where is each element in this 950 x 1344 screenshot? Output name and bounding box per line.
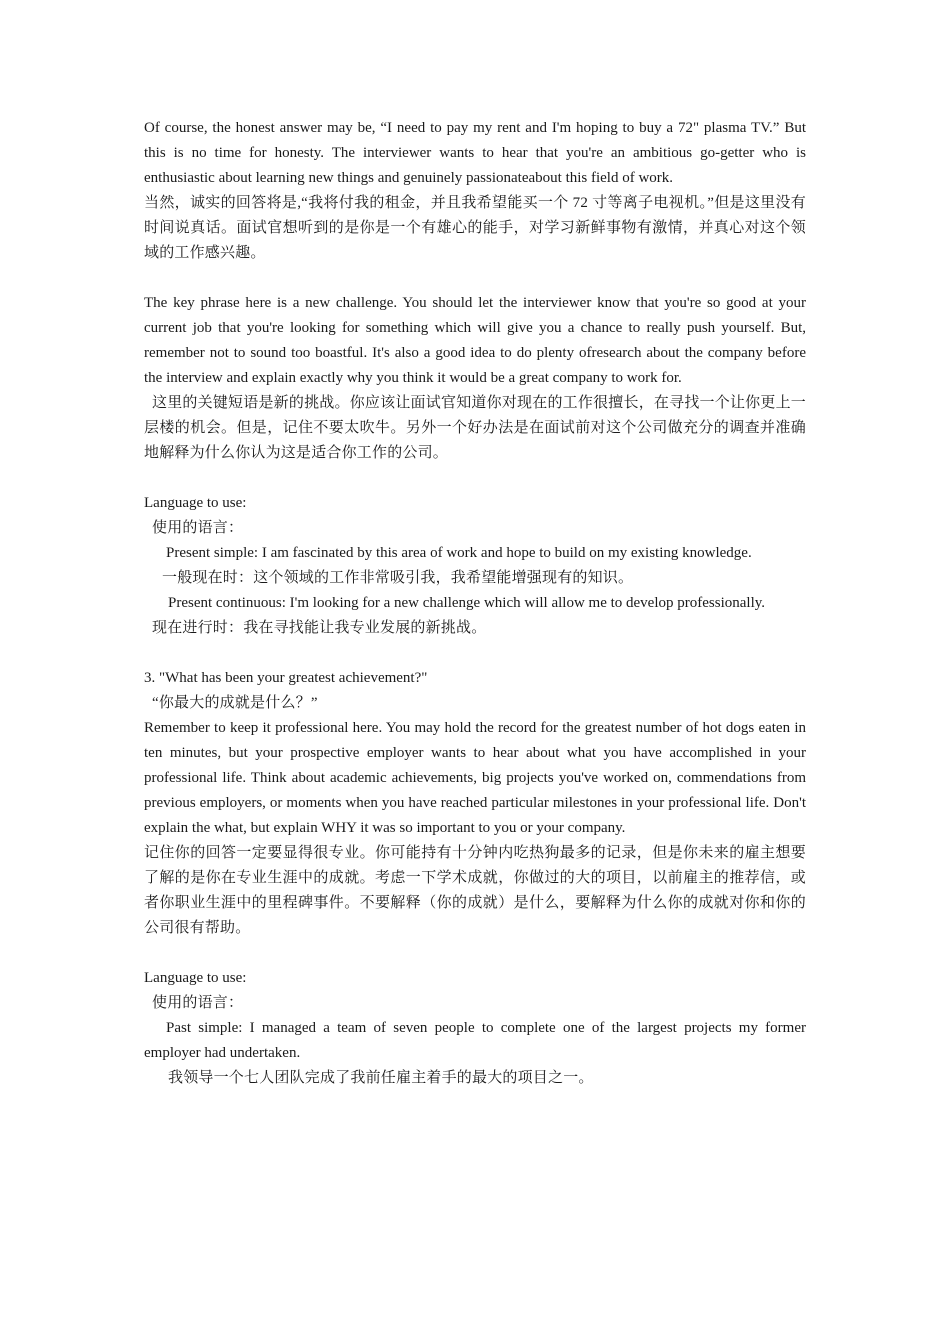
section1-english: Of course, the honest answer may be, “I need to pay my rent and I'm hoping to buy a 72" plasma TV.” But this is no time for honesty. The interviewer wants to hear that you're an ambitious go-getter who is enthusiastic about learning new things and genuinely passionateabout this field of work. [144, 120, 806, 186]
language2-heading-chinese: 使用的语言： [152, 995, 244, 1011]
section2-english: The key phrase here is a new challenge. You should let the interviewer know that you're so good at your current job that you're looking for something which will give you a chance to really push yourself. But, remember not to sound too boastful. It's also a good idea to do plenty ofresearch about the company before the interview and explain exactly why you think it would be a great company to work for. [144, 295, 806, 386]
language1-item2-chinese: 现在进行时：我在寻找能让我专业发展的新挑战。 [152, 620, 487, 636]
document-page [144, 116, 806, 1091]
language2-item1-chinese: 我领导一个七人团队完成了我前任雇主着手的最大的项目之一。 [168, 1070, 594, 1086]
language2-heading-english: Language to use: [144, 970, 247, 986]
spacer [144, 266, 806, 291]
question3-chinese: 记住你的回答一定要显得很专业。你可能持有十分钟内吃热狗最多的记录，但是你未来的雇主想要了解的是你在专业生涯中的成就。考虑一下学术成就，你做过的大的项目，以前雇主的推荐信，或者你职业生涯中的里程碑事件。不要解释（你的成就）是什么，要解释为什么你的成就对你和你的公司很有帮助。 [144, 845, 806, 936]
question3-title-chinese: “你最大的成就是什么？” [152, 695, 318, 711]
language1-heading-chinese: 使用的语言： [152, 520, 244, 536]
spacer [144, 941, 806, 966]
question3-english: Remember to keep it professional here. You may hold the record for the greatest number of hot dogs eaten in ten minutes, but your prospective employer wants to hear about what you have accomplished in your professional life. Think about academic achievements, big projects you've worked on, commendations from previous employers, or moments when you have reached particular milestones in your professional life. Don't explain the what, but explain WHY it was so important to you or your company. [144, 720, 806, 836]
language1-heading-english: Language to use: [144, 495, 247, 511]
language1-item1-chinese: 一般现在时：这个领域的工作非常吸引我，我希望能增强现有的知识。 [162, 570, 634, 586]
section1-chinese: 当然，诚实的回答将是,“我将付我的租金，并且我希望能买一个 72 寸等离子电视机。”但是这里没有时间说真话。面试官想听到的是你是一个有雄心的能手，对学习新鲜事物有激情，并真心对这个领域的工作感兴趣。 [144, 195, 806, 261]
language1-item1-english: Present simple: I am fascinated by this area of work and hope to build on my existing knowledge. [166, 545, 752, 561]
spacer [144, 641, 806, 666]
question3-title-english: 3. "What has been your greatest achievement?" [144, 670, 428, 686]
section2-chinese: 这里的关键短语是新的挑战。你应该让面试官知道你对现在的工作很擅长，在寻找一个让你更上一层楼的机会。但是，记住不要太吹牛。另外一个好办法是在面试前对这个公司做充分的调查并准确地解释为什么你认为这是适合你工作的公司。 [144, 395, 806, 461]
language2-item1-english: Past simple: I managed a team of seven people to complete one of the largest projects my former employer had undertaken. [144, 1020, 806, 1061]
spacer [144, 466, 806, 491]
language1-item2-english: Present continuous: I'm looking for a new challenge which will allow me to develop professionally. [168, 595, 766, 611]
